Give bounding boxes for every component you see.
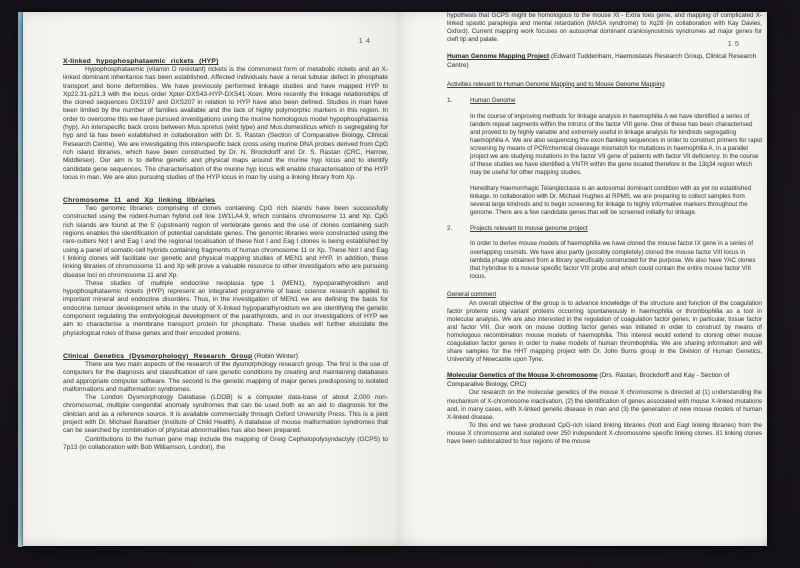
heading-chromosome-11-xp [63, 196, 388, 205]
paragraph-hereditary-telangiectasia: Hereditary Haemorrhagic Telangiectasia is an autosomal dominant condition with as yet no established linkage. In collaboration with Dr. Michael Hughes at RPMS, we are preparing to collect samples from several large kindreds and to begin screening for linkage to highly informative markers throughout the genome. There are a few candidate genes that will be screened initially for linkage. [470, 184, 752, 216]
heading-clinical-genetics-author: (Robin Winter) [252, 352, 298, 360]
paragraph-factor-viii-linkage: In the course of improving methods for linkage analysis in haemophilia A we have identified a series of tandem repeat segments within the introns of the factor VIII gene. One of these has been characterised and proved to by highly variable and extremely useful in linkage analysis for kindreds segregating haemophilia A. We are also sequencing the exon flanking sequences in order to construct primers for rapid screening by means of PCR/chemical cleavage mismatch for mutations in haemophilia A. In a parallel project we are studying mutations in the factor VII gene of patients with factor VII deficiency. In the course of these studies we have identified a VNTR within the gene located therefore in the 13q34 region which may be useful for other mapping studies. [470, 112, 762, 177]
paragraph-men1-integrated-programme: These studies of multiple endocrine neoplasia type 1 (MEN1), hypoparathyroidism and hypophosphataemic rickets (HYP) represent an integrated programme of basic science research applied to important mineral and endocrine disorders. Thus, in the investigation of MEN1 we are defining the basis for endocrine tumour development while in the study of X-linked hypoparathyroidism we are identifying the genetic component regulating the embryological development of the parathyroids, and in our investigations of HYP we aim to characterise a membrane transport protein for phosphate. These studies will further elucidate the physiological roles of these genes and their encoded proteins. [63, 279, 388, 337]
heading-mouse-x-text: Molecular Genetics of the Mouse X-chromosome [447, 372, 598, 380]
paragraph-gene-map-contributions: Contributions to the human gene map include the mapping of Greig Cephalopolysyndactyly (GCPS) to 7p13 (in collaboration with Bob Williamson, London), the [63, 435, 388, 451]
numbered-item-human-genome [447, 97, 762, 217]
heading-molecular-genetics-mouse-x [447, 372, 761, 389]
heading-human-genome-mapping-project [447, 53, 759, 70]
right-page-number: 15 [727, 39, 742, 48]
page-spread [23, 12, 767, 546]
left-page-number: 14 [358, 36, 373, 45]
heading-clinical-genetics-dysmorphology [63, 352, 388, 361]
heading-x-linked-hyp-text: X-linked hypophosphataemic rickets (HYP) [63, 58, 219, 65]
paragraph-genomic-libraries: Two genomic libraries comprising of clones containing CpG rich islands have been successfully constructed using the rodent-human hybrid cell line 1W1LA4.9, which contains chromosome 11 and Xp. CpG rich islands are found at the 5' (upstream) region of vertebrate genes and the use of clones containing such regions enables the identification of potential candidate genes. The genomic libraries were constructed using the rare-cutters Not I and Eag I and the regional localisation of these Not I and Eag I clones is being established by using a panel of somatic-cell hybrids containing fragments of human chromosome 11 or Xp. These Not I and Eag I linking clones will facilitate our genetic and physical mapping studies of MEN1 and HYP. In addition, these linking libraries of chromosome 11 and Xp will prove a valuable resource to other investigators who are pursuing disease loci on chromosome 11 and Xp. [63, 205, 388, 279]
heading-hgmp-author: (Edward Tuddenham, Haemostasis Research Group, Clinical Research Centre) [447, 53, 757, 69]
paragraph-london-dysmorphology-database: The London Dysmorphology Database (LDDB) is a computer data-base of about 2,000 non-chromosomal, multiple congenital anomaly syndromes that can be used both as an aid to diagnosis for the clinician and as a reference source. It is available commercially through Oxford University Press. This is a joint project with Dr. Michael Baraitser (Institute of Child Health). A database of mouse malformation syndromes that can be searched by combination of physical abnormalities has also been prepared. [63, 394, 388, 435]
heading-clinical-genetics-text: Clinical Genetics (Dysmorphology) Research Group [63, 352, 253, 360]
paragraph-gcps-continuation: hypothesis that GCPS might be homologous to the mouse Xt - Extra toes gene, and mapping of complicated X-linked spastic paraplegia and mental retardation (MASA syndrome) to Xq28 (in collaboration with Kay Davies, Oxford). Current mapping work focuses on autosomal dominant craniosynostosis syndromes ad major genes for cleft lip and palate. [447, 12, 762, 44]
heading-hgmp-text: Human Genome Mapping Project [447, 53, 550, 61]
item-1-title: Human Genome [470, 97, 516, 105]
paragraph-linking-libraries-produced: To this end we have produced CpG-rich island linking libraries (NotI and EagI linking libraries) from the mouse X chromosome and isolated over 250 independent X-chromosome specific linking clones. 81 linking clones have been sublocalized to four regions of the mouse [447, 421, 762, 446]
item-1-number: 1. [447, 97, 453, 105]
paragraph-overall-objective: An overall objective of the group is to advance knowledge of the structure and function of the coagulation factor proteins using variant proteins occurring spontaneously in haemophilia or thrombophilia as a tool in molecular analysis. We are also interested in the regulation of coagulation factor genes, in particular, tissue factor and factor VIII. Our work on mouse clotting factor genes was initiated in order to construct by means of homologous recombination mouse models of haemophilia. This interest would extend to cloning other mouse coagulation factor genes in order to make models of human thrombophilia. We are sharing information and will share samples for the HHT mapping project with Dr. John Burns group in the Division of Human Genetics, University of Newcastle upon Tyne. [447, 299, 762, 364]
item-2-number: 2. [447, 224, 453, 232]
right-page [399, 12, 767, 546]
item-1-body [470, 97, 762, 217]
paragraph-dysmorphology-aspects: There are two main aspects of the research of the dysmorphology research group. The first is the use of computers for the diagnosis and classification of rare genetic conditions by creating and maintaining databases and appropriate computer software. The second is the genetic mapping of major genes predisposing to isolated malformations and malformation syndromes. [63, 360, 388, 393]
item-2-body [470, 225, 762, 281]
heading-x-linked-hyp [63, 57, 388, 66]
paragraph-mouse-x-research-aims: Our research on the molecular genetics of the mouse X chromosome is directed at (1) understanding the mechanism of X-chromosome inactivation, (2) the identification of genes associated with mouse X-linked mutations and, in many cases, with X-linked genetic disease in man and (3) the generation of new mouse models of human X-linked disease. [447, 389, 762, 421]
subheading-general-comment: General comment [447, 290, 497, 298]
heading-chromosome-11-xp-text: Chromosome 11 and Xp linking libraries [63, 197, 216, 205]
subheading-activities-relevant: Activities relevant to Human Genome Mapping and to Mouse Genome Mapping [447, 80, 665, 88]
numbered-item-mouse-genome [447, 225, 762, 281]
left-page [23, 12, 399, 546]
paragraph-hyp-overview: Hypophosphataemic (vitamin D resistant) rickets is the commonest form of metabolic rickets and an X-linked dominant inheritance has been established. Affected individuals have a renal tubular defect in phosphate transport and bone deformities. We have previously performed linkage studies and have mapped HYP to Xp22.31-p21.3 with the locus order Xpter-DXS43-HYP-DXS41-Xcen. More recently the linkage relationships of the cloned sequences DXS197 and DXS207 in relation to HYP have also been defined. Studies in man have been limited by the number of families available and the lack of highly polymorphic markers in this region. In order to overcome this we have pursued investigations using the murine homologous model hypophosphataemia (hyp). An interspecific back cross between Mus.spretus (wild type) and Mus.domesticus which is segregating for hyp and ta has been established in collaboration with Dr. S. Rastan (Section of Comparative Biology, Clinical Research Centre). We are investigating this interspecific back cross using murine DNA probes derived from CpG rich island libraries, which have been constructed by Dr. N. Brockdorff and Dr. S. Rastan (CRC, Harrow, Middlesex). Our aim is to define genetic and physical maps around the murine hyp locus and to identify candidate gene sequences. The characterisation of the murine hyp locus will enable characterisation of the HYP locus in man. We are also pursuing studies of the HYP locus in man by using a linking library from Xp. [63, 66, 388, 181]
item-2-title: Projects relevant to mouse genome project [470, 224, 588, 232]
paragraph-mouse-haemophilia-models: In order to derive mouse models of haemophilia we have cloned the mouse factor IX gene in a series of overlapping cosmids. We have also partly (possibly completely) cloned the mouse factor VIII locus in lambda phage obtained from a library specifically constructed for the purpose. We also have YAC clones that hybridise to a mouse specific factor VIII probe and which could contain the entire mouse factor VIII locus. [470, 240, 756, 280]
heading-mouse-x-authors: (Drs. Rastan, Brockdorff and Kay - Section of Comparative Biology, CRC) [447, 372, 730, 388]
